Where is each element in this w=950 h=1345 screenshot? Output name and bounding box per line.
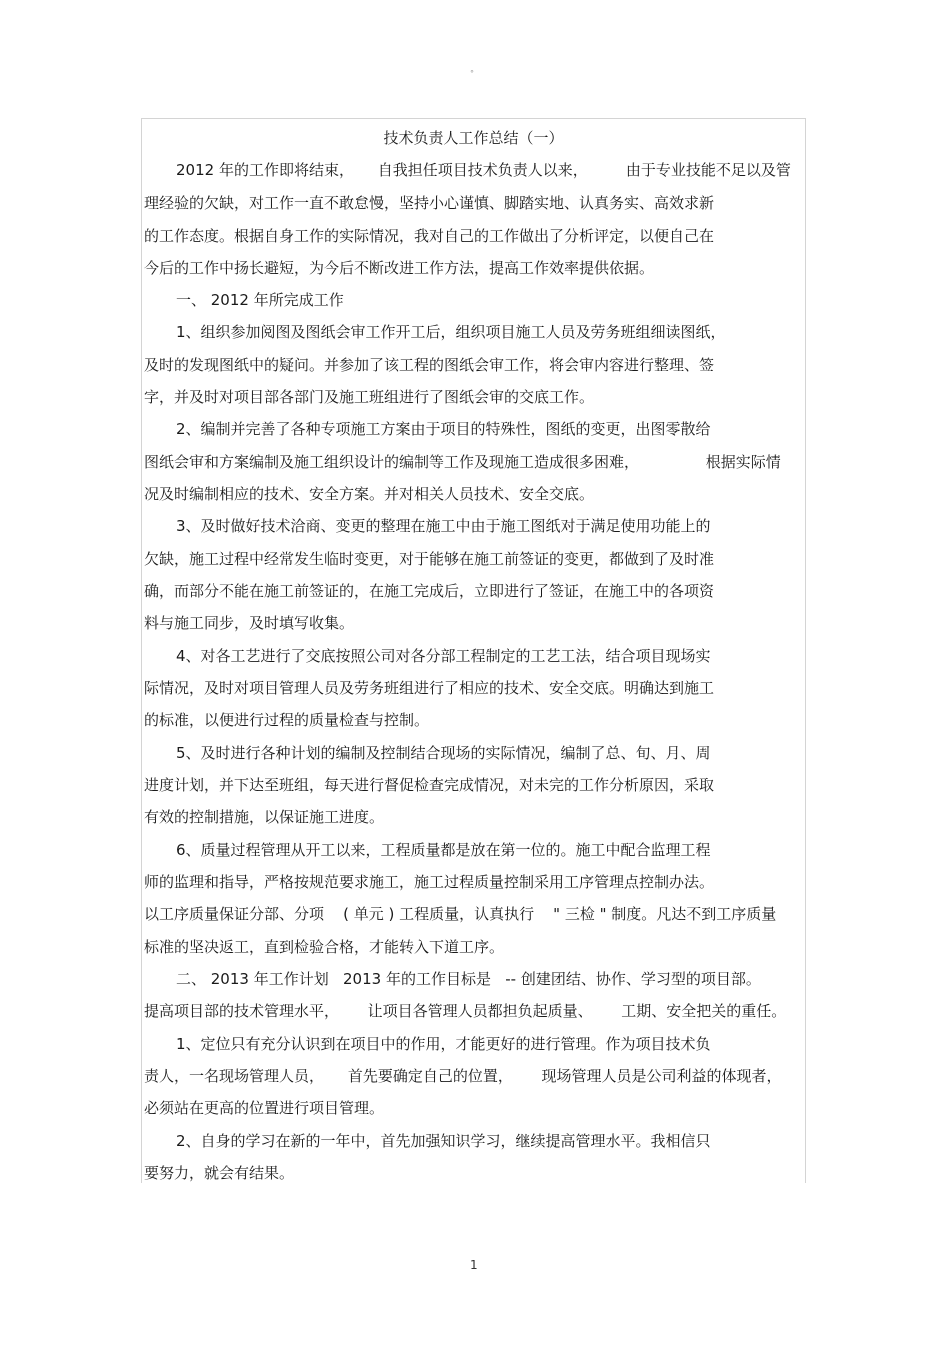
- text-line: 标准的坚决返工，直到检验合格，才能转入下道工序。: [144, 938, 505, 956]
- text-line: 必须站在更高的位置进行项目管理。: [144, 1099, 385, 1117]
- text-line: 1、定位只有充分认识到在项目中的作用，才能更好的进行管理。作为项目技术负: [176, 1035, 711, 1053]
- text-line: 2、编制并完善了各种专项施工方案由于项目的特殊性，图纸的变更，出图零散给: [176, 420, 711, 438]
- text-line: 及时的发现图纸中的疑问。并参加了该工程的图纸会审工作，将会审内容进行整理、签: [144, 356, 715, 374]
- section-heading: 二、 2013 年工作计划 2013 年的工作目标是 -- 创建团结、协作、学习型的项目部。: [176, 970, 761, 988]
- section-heading: 一、 2012 年所完成工作: [176, 291, 344, 309]
- text-line: 字，并及时对项目部各部门及施工班组进行了图纸会审的交底工作。: [144, 388, 595, 406]
- text-line: 图纸会审和方案编制及施工组织设计的编制等工作及现施工造成很多困难， 根据实际情: [144, 453, 781, 471]
- text-line: 况及时编制相应的技术、安全方案。并对相关人员技术、安全交底。: [144, 485, 595, 503]
- text-line: 2012 年的工作即将结束， 自我担任项目技术负责人以来， 由于专业技能不足以及管: [176, 161, 791, 179]
- text-line: 确，而部分不能在施工前签证的，在施工完成后，立即进行了签证，在施工中的各项资: [144, 582, 715, 600]
- text-line: 今后的工作中扬长避短，为今后不断改进工作方法，提高工作效率提供依据。: [144, 259, 655, 277]
- text-line: 4、对各工艺进行了交底按照公司对各分部工程制定的工艺工法，结合项目现场实: [176, 647, 711, 665]
- text-line: 5、及时进行各种计划的编制及控制结合现场的实际情况，编制了总、旬、月、周: [176, 744, 711, 762]
- text-line: 提高项目部的技术管理水平， 让项目各管理人员都担负起质量、 工期、安全把关的重任。: [144, 1002, 787, 1020]
- text-line: 进度计划，并下达至班组，每天进行督促检查完成情况，对未完的工作分析原因，采取: [144, 776, 715, 794]
- text-line: 以工序质量保证分部、分项 ( 单元 ) 工程质量，认真执行 " 三检 " 制度。凡达不到工序质量: [144, 905, 777, 923]
- text-line: 2、自身的学习在新的一年中，首先加强知识学习，继续提高管理水平。我相信只: [176, 1132, 711, 1150]
- text-line: 6、质量过程管理从开工以来，工程质量都是放在第一位的。施工中配合监理工程: [176, 841, 711, 859]
- text-line: 理经验的欠缺，对工作一直不敢怠慢，坚持小心谨慎、脚踏实地、认真务实、高效求新: [144, 194, 715, 212]
- page-top-mark: °: [470, 69, 474, 78]
- text-line: 料与施工同步，及时填写收集。: [144, 614, 355, 632]
- text-line: 的标准，以便进行过程的质量检查与控制。: [144, 711, 430, 729]
- text-line: 要努力，就会有结果。: [144, 1164, 295, 1182]
- text-line: 的工作态度。根据自身工作的实际情况，我对自己的工作做出了分析评定，以便自己在: [144, 227, 715, 245]
- text-line: 责人，一名现场管理人员， 首先要确定自己的位置， 现场管理人员是公司利益的体现者，: [144, 1067, 782, 1085]
- document-title: 技术负责人工作总结（一）: [383, 129, 564, 147]
- text-line: 3、及时做好技术洽商、变更的整理在施工中由于施工图纸对于满足使用功能上的: [176, 517, 711, 535]
- text-line: 1、组织参加阅图及图纸会审工作开工后，组织项目施工人员及劳务班组细读图纸，: [176, 323, 726, 341]
- text-line: 际情况，及时对项目管理人员及劳务班组进行了相应的技术、安全交底。明确达到施工: [144, 679, 715, 697]
- page-number: 1: [470, 1258, 478, 1272]
- text-line: 有效的控制措施，以保证施工进度。: [144, 808, 385, 826]
- text-line: 欠缺，施工过程中经常发生临时变更，对于能够在施工前签证的变更，都做到了及时准: [144, 550, 715, 568]
- text-line: 师的监理和指导，严格按规范要求施工，施工过程质量控制采用工序管理点控制办法。: [144, 873, 715, 891]
